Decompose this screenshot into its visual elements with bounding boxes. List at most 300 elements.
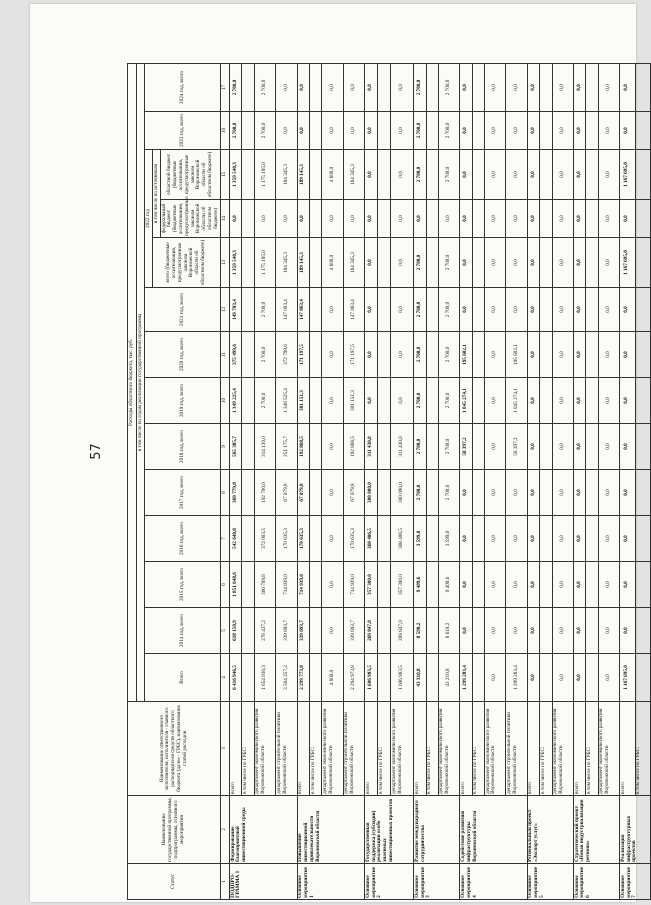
row-executor-label: в том числе по ГРБС: <box>472 702 484 796</box>
amount-cell: 0,0 <box>322 470 343 516</box>
amount-cell: 3 599,0 <box>414 516 426 562</box>
amount-cell: 0,0 <box>620 200 635 238</box>
amount-cell: 0,0 <box>365 378 378 424</box>
amount-cell: 0,0 <box>527 654 539 702</box>
table-row <box>297 63 309 899</box>
amount-cell: 0,0 <box>485 200 506 238</box>
amount-cell: 357 300,0 <box>391 562 414 608</box>
amount-cell <box>635 470 651 516</box>
amount-cell: 192 868,5 <box>343 424 364 470</box>
amount-cell: 0,0 <box>574 470 586 516</box>
amount-cell: 278 437,2 <box>254 608 275 654</box>
amount-cell <box>378 238 391 288</box>
amount-cell: 0,0 <box>485 332 506 378</box>
amount-cell: 184 345,3 <box>343 150 364 200</box>
column-index: 12 <box>221 288 230 332</box>
header-year-2018: 2018 год, всего <box>145 424 221 470</box>
amount-cell <box>426 332 438 378</box>
row-executor-label: департамент экономического развития Воронежской области <box>552 702 573 796</box>
amount-cell: 0,0 <box>574 112 586 150</box>
amount-cell <box>586 654 598 702</box>
amount-cell: 714 939,0 <box>297 562 309 608</box>
amount-cell: 0,0 <box>276 200 297 238</box>
amount-cell: 1 045 274,1 <box>506 378 527 424</box>
amount-cell: 314 130,0 <box>254 424 275 470</box>
amount-cell: 0,0 <box>506 200 527 238</box>
amount-cell: 0,0 <box>365 200 378 238</box>
row-program-name: Стратегический проект «Новая индустриализация региона» <box>574 796 620 864</box>
amount-cell: 368 406,5 <box>391 516 414 562</box>
table-row <box>310 63 322 899</box>
amount-cell <box>310 516 322 562</box>
amount-cell: 368 406,5 <box>365 516 378 562</box>
row-executor-label: департамент строительной политики Воронежской области <box>506 702 527 796</box>
amount-cell: 0,0 <box>506 516 527 562</box>
header-total: Всего <box>145 654 221 702</box>
amount-cell <box>426 562 438 608</box>
amount-cell <box>540 516 552 562</box>
amount-cell <box>586 63 598 111</box>
amount-cell: 8 610,2 <box>438 608 459 654</box>
amount-cell: 184 345,3 <box>343 238 364 288</box>
amount-cell: 0,0 <box>574 63 586 111</box>
amount-cell: 0,0 <box>527 562 539 608</box>
amount-cell <box>426 238 438 288</box>
row-executor-label: всего <box>230 702 242 796</box>
amount-cell: 192 868,5 <box>297 424 309 470</box>
row-executor-label: всего <box>414 702 426 796</box>
amount-cell: 0,0 <box>322 562 343 608</box>
column-index: 7 <box>221 516 230 562</box>
amount-cell: 1 045 274,1 <box>460 378 472 424</box>
amount-cell: 2 700,0 <box>414 150 426 200</box>
amount-cell <box>426 516 438 562</box>
amount-cell: 8 590,2 <box>414 608 426 654</box>
column-index: 1 <box>221 864 230 900</box>
amount-cell: 0,0 <box>460 562 472 608</box>
document-page <box>30 4 641 902</box>
amount-cell: 1 654 936,3 <box>254 654 275 702</box>
amount-cell: 149 703,4 <box>230 288 242 332</box>
table-row <box>527 63 539 899</box>
row-executor-label: департамент экономического развития Воронежской области <box>254 702 275 796</box>
amount-cell: 1 606 983,5 <box>391 654 414 702</box>
amount-cell <box>586 112 598 150</box>
amount-cell: 0,0 <box>322 378 343 424</box>
amount-cell: 171 197,5 <box>343 332 364 378</box>
amount-cell: 0,0 <box>365 112 378 150</box>
amount-cell <box>635 378 651 424</box>
amount-cell: 0,0 <box>485 608 506 654</box>
amount-cell: 0,0 <box>391 238 414 288</box>
amount-cell: 0,0 <box>552 562 573 608</box>
amount-cell: 714 939,0 <box>343 562 364 608</box>
header-year-2014: 2014 год, всего <box>145 608 221 654</box>
table-row <box>343 63 364 899</box>
header-2022-regional: областной бюджет (бюджетные ассигнования, предусмотренные законом Воронежской области об областном бюджете) <box>161 150 221 200</box>
amount-cell <box>540 150 552 200</box>
amount-cell: 0,0 <box>527 63 539 111</box>
table-row <box>574 63 586 899</box>
amount-cell: 0,0 <box>598 332 619 378</box>
amount-cell: 0,0 <box>485 238 506 288</box>
amount-cell: 2 294 973,8 <box>343 654 364 702</box>
row-executor-label: в том числе по ГРБС: <box>310 702 322 796</box>
row-executor-label: департамент экономического развития Воронежской области <box>485 702 506 796</box>
amount-cell: 0,0 <box>598 112 619 150</box>
amount-cell: 170 635,3 <box>276 516 297 562</box>
amount-cell <box>472 424 484 470</box>
amount-cell <box>540 654 552 702</box>
amount-cell: 0,0 <box>598 288 619 332</box>
amount-cell: 0,0 <box>552 424 573 470</box>
amount-cell: 0,0 <box>460 516 472 562</box>
row-executor-label: всего <box>527 702 539 796</box>
amount-cell: 1 346 525,4 <box>276 378 297 424</box>
amount-cell: 189 145,3 <box>297 238 309 288</box>
amount-cell: 0,0 <box>276 63 297 111</box>
amount-cell <box>586 516 598 562</box>
amount-cell: 0,0 <box>297 63 309 111</box>
amount-cell <box>472 200 484 238</box>
amount-cell: 0,0 <box>506 150 527 200</box>
row-executor-label: всего <box>620 702 635 796</box>
amount-cell: 1 175 195,0 <box>254 150 275 200</box>
amount-cell <box>586 238 598 288</box>
amount-cell: 102 700,0 <box>254 470 275 516</box>
header-year-2015: 2015 год, всего <box>145 562 221 608</box>
amount-cell: 0,0 <box>485 150 506 200</box>
table-body <box>230 63 651 899</box>
amount-cell: 0,0 <box>598 150 619 200</box>
amount-cell <box>310 562 322 608</box>
amount-cell: 58 397,2 <box>460 424 472 470</box>
amount-cell <box>378 654 391 702</box>
column-index: 13 <box>221 238 230 288</box>
amount-cell <box>540 562 552 608</box>
amount-cell <box>310 332 322 378</box>
amount-cell: 0,0 <box>365 288 378 332</box>
header-year-2016: 2016 год, всего <box>145 516 221 562</box>
table-row <box>460 63 472 899</box>
amount-cell <box>242 332 254 378</box>
header-year-2021: 2021 год, всего <box>145 288 221 332</box>
row-program-name: Развитие международного сотрудничества <box>414 796 460 864</box>
header-executor: Наименование ответственного исполнителя, исполнителя - главного распорядителя средств областного бюджета (далее - ГРБС), наименование статей расходов <box>128 702 221 796</box>
amount-cell: 2 700,0 <box>438 424 459 470</box>
amount-cell: 251 175,7 <box>276 424 297 470</box>
amount-cell: 0,0 <box>485 516 506 562</box>
amount-cell: 1 299 283,4 <box>460 654 472 702</box>
amount-cell: 0,0 <box>414 200 426 238</box>
amount-cell <box>540 238 552 288</box>
row-executor-label: всего <box>574 702 586 796</box>
row-executor-label: департамент экономического развития Воронежской области <box>598 702 619 796</box>
table-row <box>242 63 254 899</box>
amount-cell: 9 409,6 <box>438 562 459 608</box>
amount-cell: 0,0 <box>574 238 586 288</box>
amount-cell <box>586 332 598 378</box>
amount-cell: 0,0 <box>552 654 573 702</box>
amount-cell <box>310 112 322 150</box>
amount-cell: 0,0 <box>485 654 506 702</box>
amount-cell: 2 700,0 <box>438 238 459 288</box>
column-index: 5 <box>221 608 230 654</box>
amount-cell: 542 640,8 <box>230 516 242 562</box>
amount-cell: 366 709,8 <box>254 562 275 608</box>
table-row <box>438 63 459 899</box>
column-index: 2 <box>221 796 230 864</box>
amount-cell: 0,0 <box>391 332 414 378</box>
amount-cell <box>242 63 254 111</box>
amount-cell <box>242 516 254 562</box>
amount-cell: 0,0 <box>365 238 378 288</box>
amount-cell <box>242 378 254 424</box>
row-status: Основное мероприятие 6 <box>574 864 620 900</box>
amount-cell: 1 359 540,3 <box>230 150 242 200</box>
amount-cell: 0,0 <box>620 516 635 562</box>
amount-cell: 2 700,0 <box>254 63 275 111</box>
amount-cell: 0,0 <box>460 238 472 288</box>
header-2022-sources: в том числе по источникам <box>153 150 161 238</box>
amount-cell: 0,0 <box>391 378 414 424</box>
amount-cell: 0,0 <box>527 150 539 200</box>
row-program-name: Формирование благоприятной инвестиционной среды <box>230 796 298 864</box>
amount-cell <box>635 424 651 470</box>
amount-cell: 2 700,0 <box>438 332 459 378</box>
amount-cell <box>540 378 552 424</box>
amount-cell: 0,0 <box>322 332 343 378</box>
amount-cell <box>310 424 322 470</box>
amount-cell <box>310 288 322 332</box>
amount-cell: 269 847,0 <box>391 608 414 654</box>
amount-cell: 0,0 <box>598 516 619 562</box>
amount-cell <box>242 562 254 608</box>
amount-cell <box>540 470 552 516</box>
amount-cell <box>378 424 391 470</box>
header-year-2024: 2024 год, всего <box>145 63 221 111</box>
amount-cell: 1 299 283,4 <box>506 654 527 702</box>
amount-cell: 0,0 <box>438 200 459 238</box>
amount-cell <box>635 150 651 200</box>
amount-cell: 0,0 <box>485 424 506 470</box>
amount-cell <box>310 200 322 238</box>
amount-cell: 0,0 <box>527 112 539 150</box>
amount-cell <box>472 516 484 562</box>
amount-cell: 2 700,0 <box>438 470 459 516</box>
amount-cell: 0,0 <box>552 608 573 654</box>
table-row <box>378 63 391 899</box>
amount-cell <box>586 562 598 608</box>
amount-cell: 0,0 <box>506 288 527 332</box>
amount-cell: 0,0 <box>574 424 586 470</box>
header-year-2019: 2019 год, всего <box>145 378 221 424</box>
amount-cell: 0,0 <box>506 562 527 608</box>
amount-cell: 0,0 <box>460 150 472 200</box>
table-row <box>586 63 598 899</box>
amount-cell <box>242 288 254 332</box>
amount-cell: 0,0 <box>391 288 414 332</box>
amount-cell <box>378 562 391 608</box>
amount-cell: 1 349 225,4 <box>230 378 242 424</box>
amount-cell: 2 700,0 <box>438 112 459 150</box>
amount-cell: 0,0 <box>527 200 539 238</box>
row-executor-label: всего <box>365 702 378 796</box>
column-index: 17 <box>221 63 230 111</box>
amount-cell: 0,0 <box>552 516 573 562</box>
amount-cell: 0,0 <box>574 562 586 608</box>
amount-cell <box>426 150 438 200</box>
table-row <box>230 63 242 899</box>
page-number: 57 <box>88 443 104 460</box>
row-executor-label: в том числе по ГРБС: <box>635 702 651 796</box>
amount-cell: 4 800,0 <box>322 150 343 200</box>
header-year-2023: 2023 год, всего <box>145 112 221 150</box>
amount-cell <box>540 112 552 150</box>
amount-cell: 0,0 <box>391 200 414 238</box>
amount-cell: 0,0 <box>297 200 309 238</box>
amount-cell <box>426 378 438 424</box>
amount-cell: 0,0 <box>574 288 586 332</box>
amount-cell: 2 299 773,8 <box>297 654 309 702</box>
amount-cell: 2 700,0 <box>254 112 275 150</box>
amount-cell: 0,0 <box>598 470 619 516</box>
amount-cell: 1 359 540,3 <box>230 238 242 288</box>
amount-cell: 0,0 <box>620 63 635 111</box>
table-row <box>254 63 275 899</box>
amount-cell: 301 151,3 <box>297 378 309 424</box>
amount-cell: 1 167 695,0 <box>620 654 635 702</box>
row-executor-label: в том числе по ГРБС: <box>540 702 552 796</box>
amount-cell <box>242 150 254 200</box>
amount-cell: 0,0 <box>552 238 573 288</box>
amount-cell <box>586 288 598 332</box>
amount-cell <box>378 288 391 332</box>
amount-cell: 0,0 <box>460 608 472 654</box>
amount-cell: 2 700,0 <box>438 63 459 111</box>
amount-cell <box>310 238 322 288</box>
amount-cell: 0,0 <box>620 112 635 150</box>
amount-cell: 0,0 <box>552 332 573 378</box>
amount-cell: 0,0 <box>527 516 539 562</box>
amount-cell: 0,0 <box>506 112 527 150</box>
amount-cell <box>472 562 484 608</box>
amount-cell: 0,0 <box>574 608 586 654</box>
header-2022-total: всего (бюджетные ассигнования, предусмотренные законом Воронежской области об областном бюджете) <box>153 238 221 288</box>
amount-cell <box>242 200 254 238</box>
amount-cell: 0,0 <box>365 150 378 200</box>
amount-cell: 357 300,0 <box>365 562 378 608</box>
amount-cell: 9 409,6 <box>414 562 426 608</box>
amount-cell <box>242 112 254 150</box>
amount-cell <box>635 608 651 654</box>
table-row <box>485 63 506 899</box>
amount-cell <box>242 608 254 654</box>
amount-cell <box>635 332 651 378</box>
amount-cell: 3 599,0 <box>438 516 459 562</box>
amount-cell: 2 700,0 <box>414 288 426 332</box>
amount-cell: 0,0 <box>527 238 539 288</box>
amount-cell <box>378 200 391 238</box>
column-index: 10 <box>221 378 230 424</box>
amount-cell: 0,0 <box>598 63 619 111</box>
amount-cell <box>540 200 552 238</box>
table-row <box>414 63 426 899</box>
row-executor-label: департамент экономического развития Воронежской области <box>322 702 343 796</box>
amount-cell <box>540 608 552 654</box>
table-row <box>472 63 484 899</box>
amount-cell: 4 800,0 <box>322 238 343 288</box>
amount-cell: 300 000,0 <box>365 470 378 516</box>
amount-cell: 0,0 <box>552 63 573 111</box>
amount-cell: 195 602,1 <box>460 332 472 378</box>
amount-cell: 0,0 <box>365 332 378 378</box>
amount-cell <box>378 112 391 150</box>
amount-cell: 0,0 <box>527 470 539 516</box>
rotated-table-sheet <box>127 64 651 900</box>
amount-cell <box>472 63 484 111</box>
amount-cell: 67 079,8 <box>343 470 364 516</box>
table-row <box>540 63 552 899</box>
amount-cell: 1 606 983,5 <box>365 654 378 702</box>
amount-cell: 0,0 <box>460 200 472 238</box>
amount-cell: 0,0 <box>460 63 472 111</box>
amount-cell: 2 700,0 <box>438 378 459 424</box>
amount-cell <box>426 424 438 470</box>
amount-cell: 372 799,6 <box>276 332 297 378</box>
amount-cell: 2 700,0 <box>414 470 426 516</box>
amount-cell: 0,0 <box>598 654 619 702</box>
amount-cell: 0,0 <box>574 200 586 238</box>
header-status: Статус <box>128 864 221 900</box>
amount-cell: 714 939,0 <box>276 562 297 608</box>
row-executor-label: в том числе по ГРБС: <box>242 702 254 796</box>
amount-cell: 189 145,3 <box>297 150 309 200</box>
amount-cell: 0,0 <box>343 63 364 111</box>
amount-cell <box>635 516 651 562</box>
amount-cell: 0,0 <box>552 200 573 238</box>
amount-cell: 147 863,4 <box>297 288 309 332</box>
amount-cell: 2 700,0 <box>438 150 459 200</box>
column-index: 15 <box>221 150 230 200</box>
amount-cell <box>586 150 598 200</box>
amount-cell <box>426 63 438 111</box>
column-index: 11 <box>221 332 230 378</box>
column-index: 6 <box>221 562 230 608</box>
amount-cell <box>635 238 651 288</box>
header-year-2020: 2020 год, всего <box>145 332 221 378</box>
row-status: Основное мероприятие 3 <box>414 864 460 900</box>
row-program-name: Реализация инфраструктурных проектов <box>620 796 651 864</box>
amount-cell <box>635 112 651 150</box>
budget-table <box>127 63 651 900</box>
amount-cell: 170 635,3 <box>297 516 309 562</box>
amount-cell <box>472 288 484 332</box>
amount-cell: 0,0 <box>620 424 635 470</box>
table-row <box>365 63 378 899</box>
amount-cell: 0,0 <box>527 608 539 654</box>
amount-cell: 0,0 <box>620 608 635 654</box>
amount-cell <box>472 112 484 150</box>
amount-cell: 2 700,0 <box>254 288 275 332</box>
amount-cell <box>426 288 438 332</box>
table-row <box>552 63 573 899</box>
amount-cell <box>426 608 438 654</box>
amount-cell <box>635 288 651 332</box>
amount-cell: 147 063,4 <box>343 288 364 332</box>
row-status: Основное мероприятие 4 <box>460 864 528 900</box>
amount-cell: 0,0 <box>485 378 506 424</box>
